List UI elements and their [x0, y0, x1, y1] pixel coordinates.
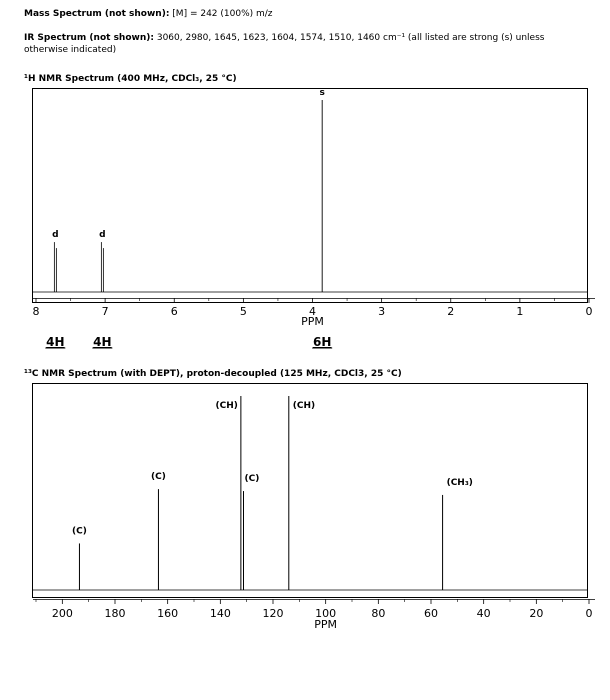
h-nmr-integration-label: 4H — [46, 335, 65, 349]
c-nmr-peak-label: (CH) — [215, 401, 238, 411]
c-nmr-tick-label: 140 — [209, 607, 231, 620]
c-nmr-tick-label: 200 — [51, 607, 73, 620]
c-nmr-peak-label: (CH) — [292, 401, 316, 411]
h-nmr-tick-label: 4 — [309, 305, 316, 318]
h-nmr-integration-label: 6H — [312, 335, 332, 349]
h-nmr-title: ¹H NMR Spectrum (400 MHz, CDCl₃, 25 °C) — [24, 74, 237, 84]
mass-spectrum-label: Mass Spectrum (not shown): — [24, 9, 170, 19]
mass-spectrum-value: [M] = 242 (100%) m/z — [172, 9, 273, 19]
c-nmr-peak-label: (CH₃) — [446, 477, 473, 488]
h-nmr-peak-label: d — [52, 230, 59, 241]
c-nmr-peak-label: (C) — [72, 526, 87, 537]
h-nmr-tick-label: 0 — [585, 305, 593, 318]
c-nmr-tick-label: 180 — [104, 607, 126, 620]
h-nmr-tick-label: 3 — [378, 305, 386, 318]
c-nmr-tick-label: 40 — [476, 607, 491, 620]
c-nmr-title: ¹³C NMR Spectrum (with DEPT), proton-decoupled (125 MHz, CDCl3, 25 °C) — [24, 369, 402, 379]
h-nmr-tick-label: 8 — [32, 305, 40, 318]
ir-spectrum-values: 3060, 2980, 1645, 1623, 1604, 1574, 1510, 1460 cm⁻¹ (all listed are strong (s) unless otherwise indicated) — [24, 33, 545, 55]
ir-spectrum-label: IR Spectrum (not shown): — [24, 33, 154, 43]
h-nmr-tick-label: 5 — [239, 305, 247, 318]
c-nmr-tick-label: 20 — [529, 607, 544, 620]
h-nmr-peak-label: s — [319, 88, 325, 98]
c-nmr-tick-label: 80 — [371, 607, 386, 620]
c-nmr-x-axis-label: PPM — [314, 618, 338, 631]
h-nmr-tick-label: 1 — [516, 305, 524, 318]
c-nmr-peak-label: (C) — [151, 472, 166, 483]
c-nmr-tick-label: 60 — [424, 607, 438, 620]
h-nmr-peak-label: d — [99, 230, 106, 241]
c-nmr-tick-label: 160 — [157, 607, 179, 620]
c-nmr-tick-label: 120 — [262, 607, 284, 620]
h-nmr-plot-frame — [33, 89, 588, 303]
c-nmr-plot-frame — [33, 384, 588, 598]
h-nmr-x-axis-label: PPM — [301, 315, 324, 328]
c-nmr-tick-label: 0 — [585, 607, 593, 620]
h-nmr-tick-label: 2 — [447, 305, 455, 318]
h-nmr-integration-label: 4H — [93, 335, 112, 349]
h-nmr-tick-label: 7 — [101, 305, 109, 318]
c-nmr-peak-label: (C) — [244, 474, 260, 485]
h-nmr-tick-label: 6 — [170, 305, 178, 318]
c-nmr-tick-label: 100 — [315, 607, 337, 620]
